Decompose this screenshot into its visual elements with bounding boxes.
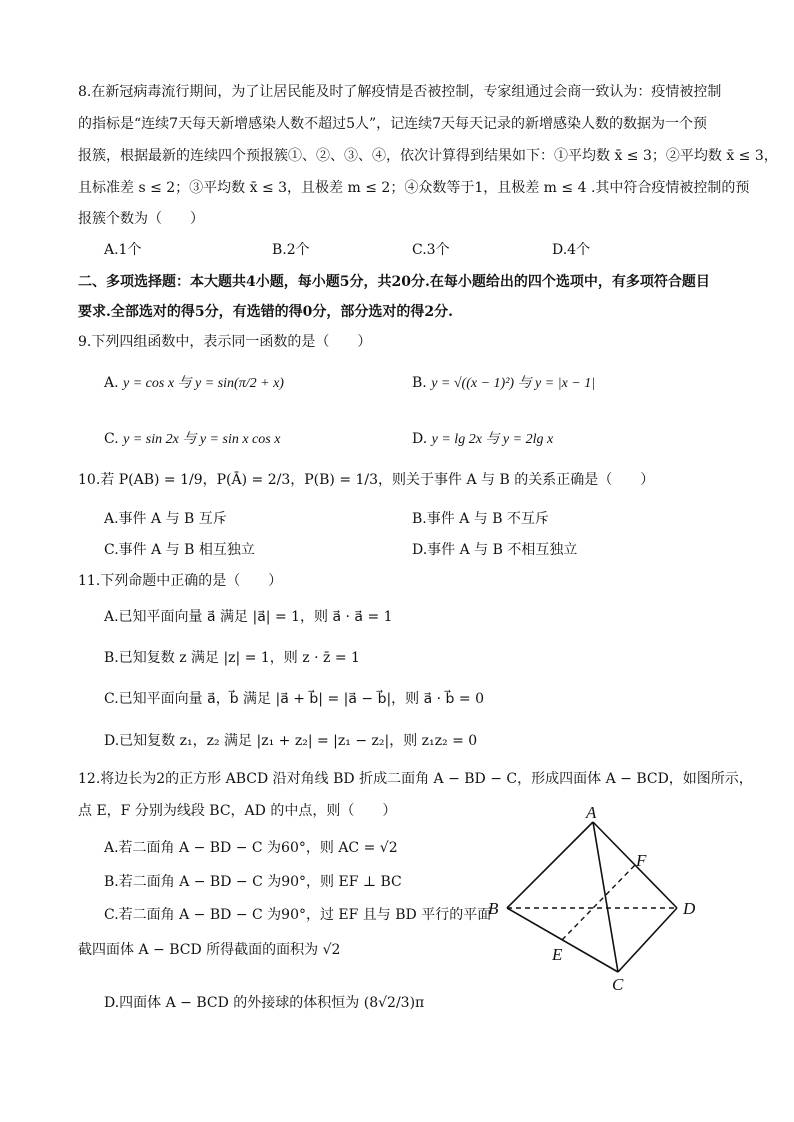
q12-option-c-line-1: C.若二面角 A − BD − C 为90°，过 EF 且与 BD 平行的平面	[104, 907, 492, 923]
q10-option-c: C.事件 A 与 B 相互独立	[104, 542, 255, 558]
vertex-label-a: A	[586, 803, 597, 822]
q12-option-a: A.若二面角 A − BD − C 为60°，则 AC = √2	[104, 840, 398, 856]
q9-option-c-prefix: C.	[104, 431, 119, 447]
edge-cd	[618, 908, 677, 972]
q12-line-2: 点 E，F 分别为线段 BC，AD 的中点，则（ ）	[78, 803, 397, 819]
q8-option-d: D.4个	[552, 242, 591, 258]
q10-stem	[78, 470, 654, 490]
q10-option-a: A.事件 A 与 B 互斥	[104, 511, 227, 527]
q8-line-4: 且标准差 s ≤ 2；③平均数 x̄ ≤ 3，且极差 m ≤ 2；④众数等于1，且极差 m ≤ 4 .其中符合疫情被控制的预	[78, 180, 750, 196]
q10-option-b: B.事件 A 与 B 不互斥	[412, 511, 549, 527]
vertex-label-d: D	[683, 899, 696, 918]
edge-ab	[507, 822, 593, 908]
q9-option-c-math: y = sin 2x 与 y = sin x cos x	[123, 432, 281, 447]
q9-option-b-prefix: B.	[412, 375, 427, 391]
vertex-label-c: C	[612, 975, 624, 994]
q12-line-1: 12.将边长为2的正方形 ABCD 沿对角线 BD 折成二面角 A − BD − C，形成四面体 A − BCD，如图所示，	[78, 771, 753, 787]
segment-ef-dashed	[562, 865, 635, 940]
q11-option-c: C.已知平面向量 a⃗，b⃗ 满足 |a⃗ + b⃗| = |a⃗ − b⃗|，则 a⃗ · b⃗ = 0	[104, 691, 484, 707]
q8-line-2: 的指标是“连续7天每天新增感染人数不超过5人”，记连续7天每天记录的新增感染人数的数据为一个预	[78, 116, 708, 132]
q11-stem: 11.下列命题中正确的是（ ）	[78, 573, 283, 589]
q9-option-c	[104, 429, 280, 450]
q9-option-b	[412, 373, 595, 394]
q9-option-d	[412, 429, 553, 450]
q10-stem-math: P(AB) = 1/9，P(Ā) = 2/3，P(B) = 1/3，则关于事件 A 与 B 的关系正确是（ ）	[118, 472, 655, 488]
q12-option-b: B.若二面角 A − BD − C 为90°，则 EF ⊥ BC	[104, 874, 402, 890]
q8-option-c: C.3个	[412, 242, 450, 258]
q8-line-1: 8.在新冠病毒流行期间，为了让居民能及时了解疫情是否被控制，专家组通过会商一致认为：疫情被控制	[78, 84, 722, 100]
q8-option-b: B.2个	[272, 242, 310, 258]
q9-option-a-math: y = cos x 与 y = sin(π/2 + x)	[123, 376, 284, 391]
vertex-label-f: F	[636, 851, 647, 870]
q8-option-a: A.1个	[104, 242, 142, 258]
vertex-label-b: B	[488, 899, 499, 918]
q11-option-a: A.已知平面向量 a⃗ 满足 |a⃗| = 1，则 a⃗ · a⃗ = 1	[104, 609, 393, 625]
q9-option-d-prefix: D.	[412, 431, 428, 447]
section2-header-line-1: 二、多项选择题：本大题共4小题，每小题5分，共20分.在每小题给出的四个选项中，有多项符合题目	[78, 274, 710, 290]
q9-option-b-math: y = √((x − 1)²) 与 y = |x − 1|	[431, 376, 596, 391]
q12-option-c-line-2: 截四面体 A − BCD 所得截面的面积为 √2	[78, 942, 341, 958]
tetrahedron-figure	[480, 800, 720, 1000]
q8-line-3: 报簇，根据最新的连续四个预报簇①、②、③、④，依次计算得到结果如下：①平均数 x̄ ≤ 3；②平均数 x̄ ≤ 3，	[78, 148, 778, 164]
q10-option-d: D.事件 A 与 B 不相互独立	[412, 542, 578, 558]
q11-option-d: D.已知复数 z₁，z₂ 满足 |z₁ + z₂| = |z₁ − z₂|，则 z₁z₂ = 0	[104, 733, 478, 749]
q9-option-d-math: y = lg 2x 与 y = 2lg x	[431, 432, 554, 447]
vertex-label-e: E	[552, 945, 563, 964]
q9-option-a	[104, 373, 284, 394]
q8-line-5: 报簇个数为（ ）	[78, 211, 204, 227]
q9-stem: 9.下列四组函数中，表示同一函数的是（ ）	[78, 334, 372, 350]
section2-header-line-2: 要求.全部选对的得5分，有选错的得0分，部分选对的得2分.	[78, 304, 453, 320]
q10-stem-prefix: 10.若	[78, 472, 115, 488]
q12-option-d: D.四面体 A − BCD 的外接球的体积恒为 (8√2/3)π	[104, 995, 425, 1011]
q9-option-a-prefix: A.	[104, 375, 119, 391]
q11-option-b: B.已知复数 z 满足 |z| = 1，则 z · z̄ = 1	[104, 650, 360, 666]
